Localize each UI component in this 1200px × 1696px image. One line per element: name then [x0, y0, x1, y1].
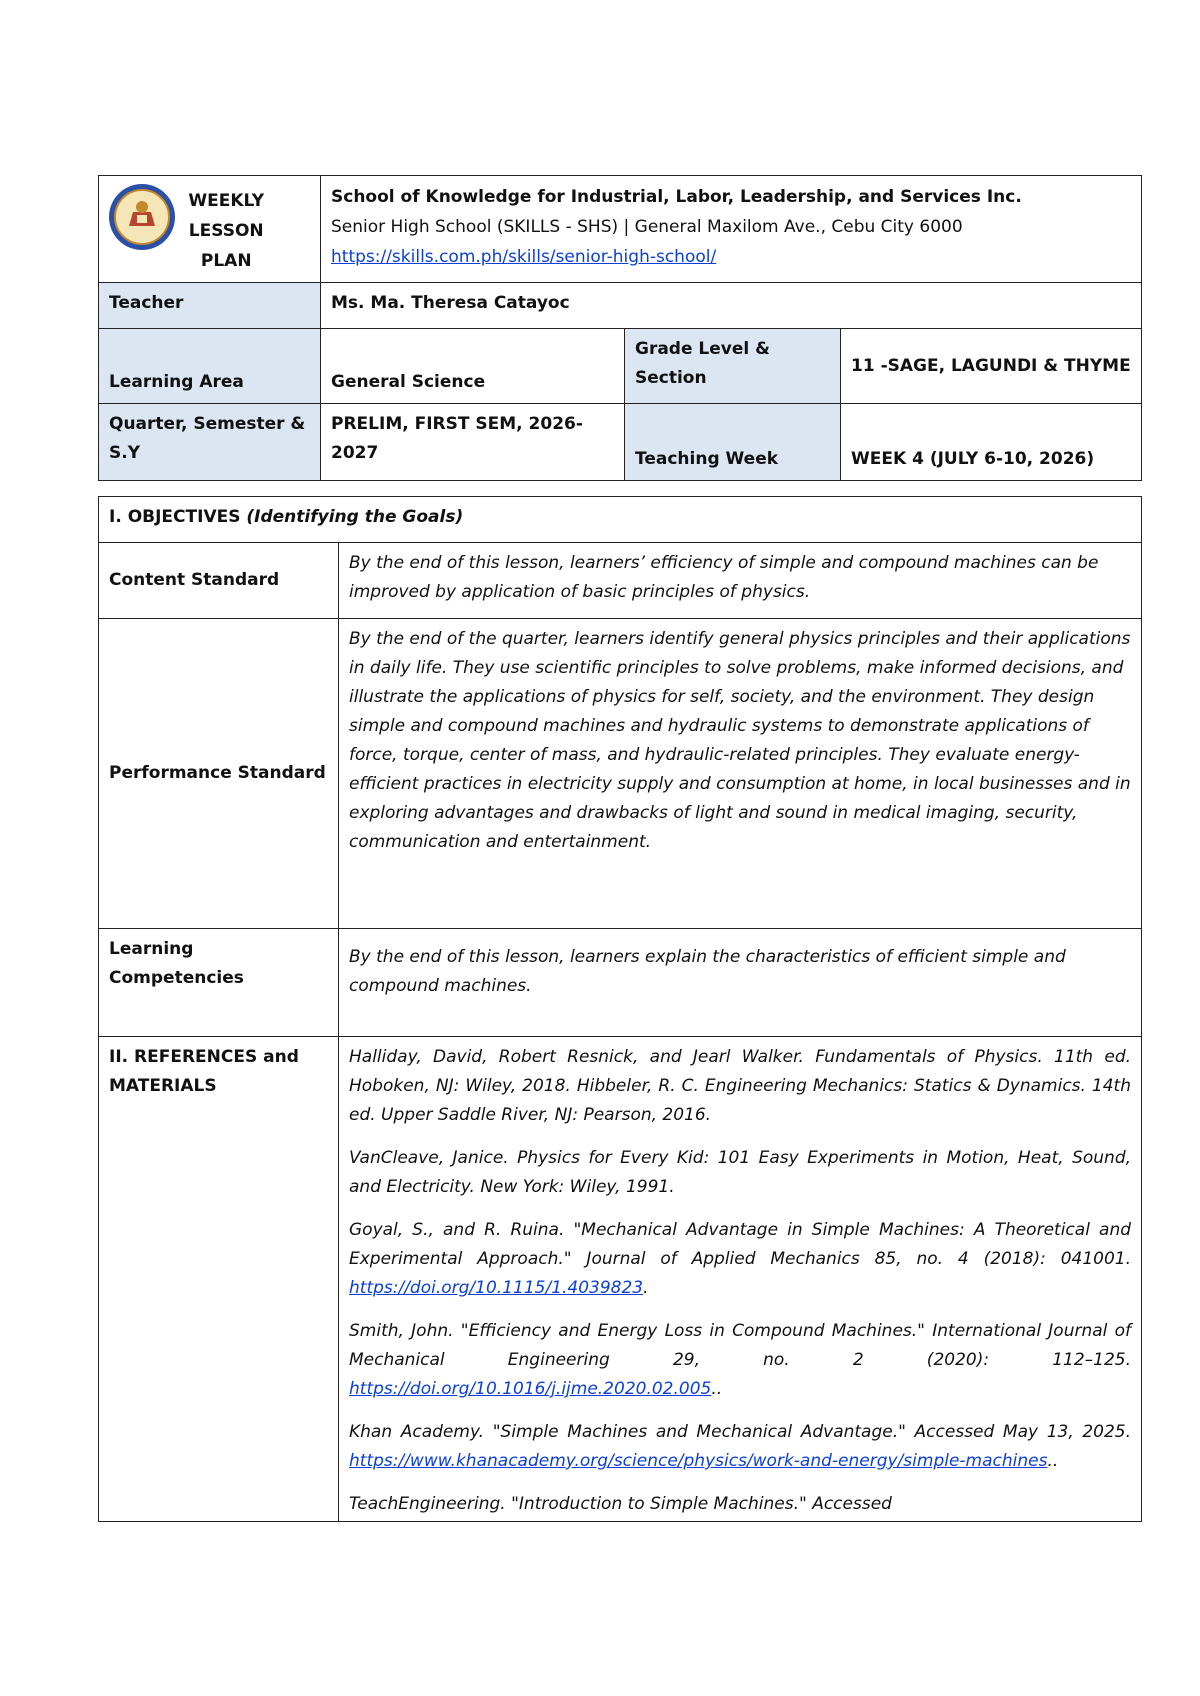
teacher-label: Teacher	[99, 283, 321, 329]
content-standard-text: By the end of this lesson, learners’ efficiency of simple and compound machines can be improved by application of basic principles of physics.	[339, 543, 1142, 619]
teacher-value: Ms. Ma. Theresa Catayoc	[321, 283, 1142, 329]
competencies-text: By the end of this lesson, learners explain the characteristics of efficient simple and compound machines.	[339, 929, 1142, 1037]
reference-6: TeachEngineering. "Introduction to Simple Machines." Accessed	[349, 1494, 892, 1514]
school-url-link[interactable]: https://skills.com.ph/skills/senior-high-school/	[331, 247, 717, 267]
reference-2: VanCleave, Janice. Physics for Every Kid: 101 Easy Experiments in Motion, Heat, Sound, and Electricity. New York: Wiley, 1991.	[349, 1148, 1132, 1197]
reference-3	[349, 1216, 1131, 1303]
quarter-value: PRELIM, FIRST SEM, 2026-2027	[321, 404, 625, 481]
performance-standard-label: Performance Standard	[99, 619, 339, 929]
school-info-cell	[321, 176, 1142, 283]
competencies-label: Learning Competencies	[99, 929, 339, 1037]
reference-3-tail: .	[643, 1278, 649, 1298]
references-cell	[339, 1037, 1142, 1522]
reference-4-tail: ..	[711, 1379, 723, 1399]
objectives-heading	[99, 497, 1142, 543]
reference-5-link[interactable]: https://www.khanacademy.org/science/physics/work-and-energy/simple-machines	[349, 1451, 1048, 1471]
school-seal-logo	[107, 182, 177, 262]
objectives-table	[98, 496, 1142, 1522]
reference-3-link[interactable]: https://doi.org/10.1115/1.4039823	[349, 1278, 644, 1298]
references-label: II. REFERENCES and MATERIALS	[99, 1037, 339, 1522]
reference-5-tail: ..	[1047, 1451, 1059, 1471]
school-address: Senior High School (SKILLS - SHS) | General Maxilom Ave., Cebu City 6000	[331, 217, 963, 237]
objectives-heading-italic: (Identifying the Goals)	[246, 507, 464, 527]
learning-area-label: Learning Area	[99, 329, 321, 404]
reference-5-text: Khan Academy. "Simple Machines and Mechanical Advantage." Accessed May 13, 2025.	[349, 1422, 1132, 1442]
plan-title	[188, 182, 264, 276]
reference-5	[349, 1418, 1131, 1476]
week-label: Teaching Week	[625, 404, 841, 481]
grade-value: 11 -SAGE, LAGUNDI & THYME	[841, 329, 1142, 404]
plan-title-line-2: LESSON	[188, 221, 264, 241]
reference-1: Halliday, David, Robert Resnick, and Jearl Walker. Fundamentals of Physics. 11th ed. Hoboken, NJ: Wiley, 2018. Hibbeler, R. C. Engineering Mechanics: Statics & Dynamics. 14th ed. Upper Saddle River, NJ: Pearson, 2016.	[349, 1047, 1132, 1125]
quarter-label: Quarter, Semester & S.Y	[99, 404, 321, 481]
plan-title-line-1: WEEKLY	[188, 191, 265, 211]
reference-3-text: Goyal, S., and R. Ruina. "Mechanical Advantage in Simple Machines: A Theoretical and Experimental Approach." Journal of Applied Mechanics 85, no. 4 (2018): 041001.	[349, 1220, 1132, 1269]
performance-standard-text: By the end of the quarter, learners identify general physics principles and their applications in daily life. They use scientific principles to solve problems, make informed decisions, and illustrate the applications of physics for self, society, and the environment. They design simple and compound machines and hydraulic systems to demonstrate applications of force, torque, center of mass, and hydraulic-related principles. They evaluate energy-efficient practices in electricity supply and consumption at home, in local businesses and in exploring advantages and drawbacks of light and sound in medical imaging, security, communication and entertainment.	[339, 619, 1142, 929]
school-name: School of Knowledge for Industrial, Labor, Leadership, and Services Inc.	[331, 187, 1022, 207]
content-standard-label: Content Standard	[99, 543, 339, 619]
reference-4-link[interactable]: https://doi.org/10.1016/j.ijme.2020.02.005	[349, 1379, 712, 1399]
objectives-heading-text: I. OBJECTIVES	[109, 507, 241, 527]
week-value: WEEK 4 (JULY 6-10, 2026)	[841, 404, 1142, 481]
grade-label: Grade Level & Section	[625, 329, 841, 404]
header-table	[98, 175, 1142, 481]
logo-cell	[99, 176, 321, 283]
plan-title-line-3: PLAN	[200, 251, 252, 271]
reference-4	[349, 1317, 1131, 1404]
learning-area-value: General Science	[321, 329, 625, 404]
reference-4-text: Smith, John. "Efficiency and Energy Loss in Compound Machines." International Journal of Mechanical Engineering 29, no. 2 (2020): 112–125.	[349, 1321, 1132, 1370]
